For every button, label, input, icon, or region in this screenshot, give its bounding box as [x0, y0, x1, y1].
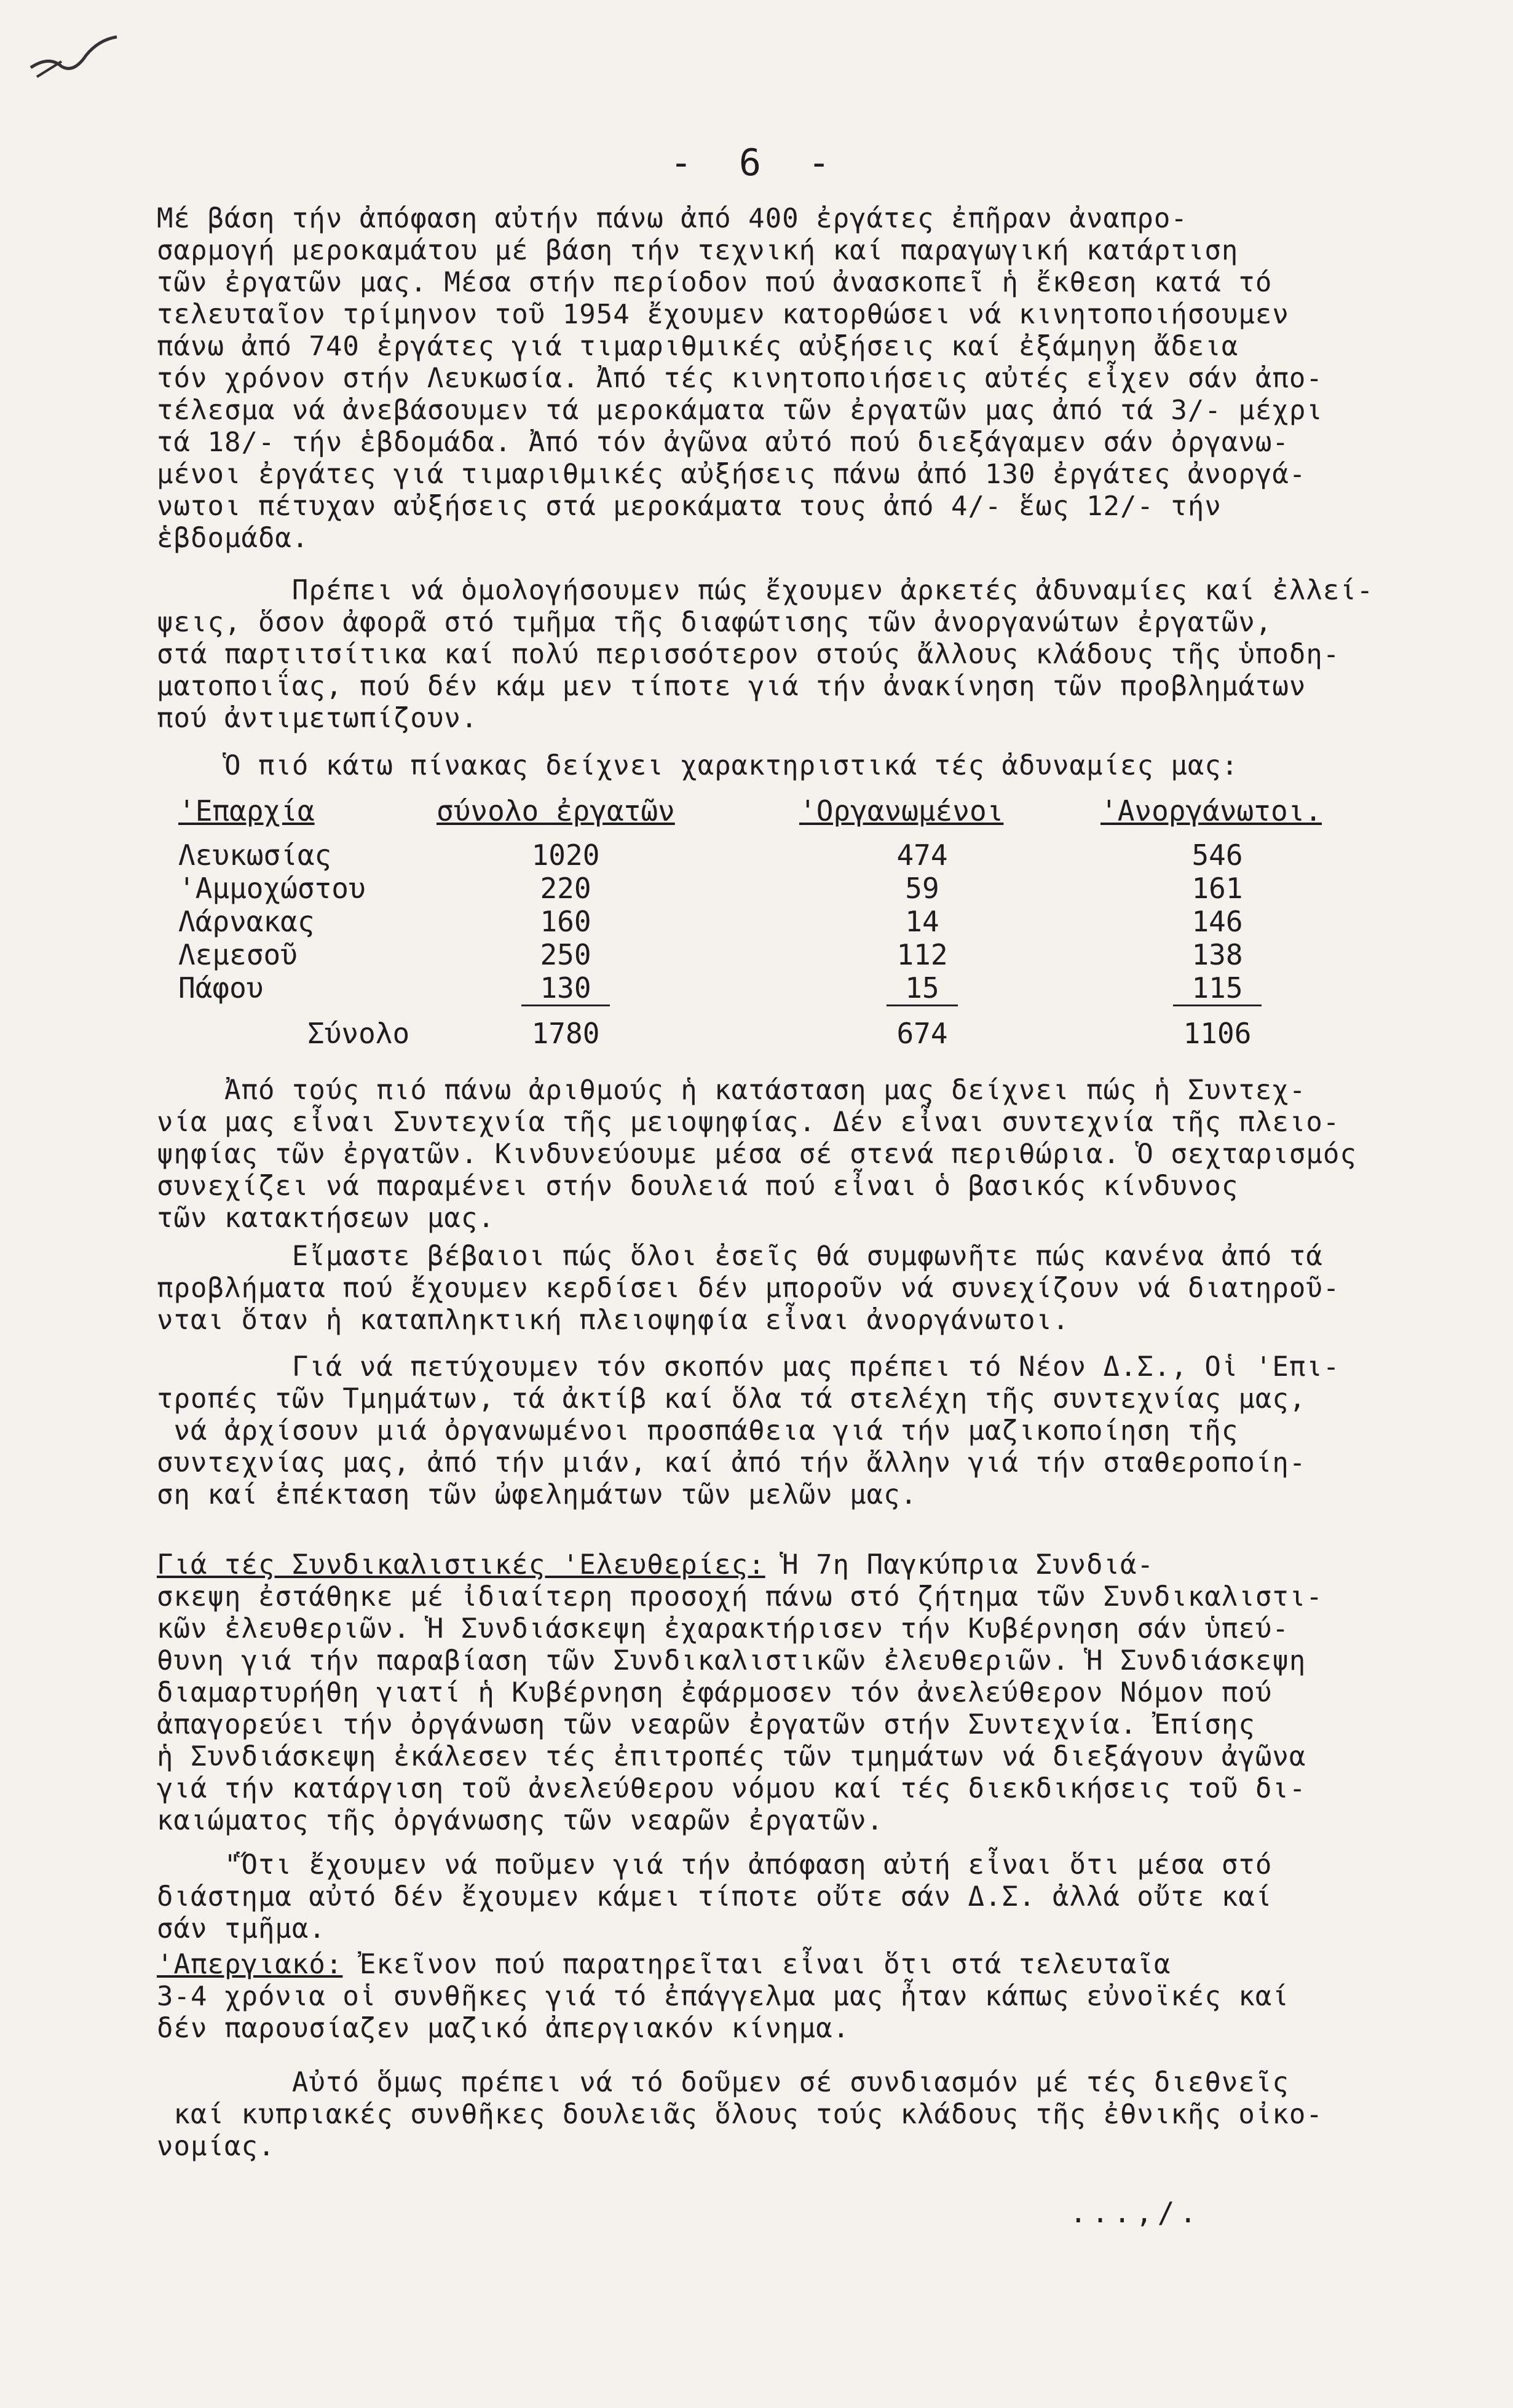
paragraph-1: Μέ βάση τήν ἀπόφαση αὐτήν πάνω ἀπό 400 ἐργάτες ἐπῆραν ἀναπρο- σαρμογή μεροκαμάτου μέ βάση τήν τεχνική καί παραγωγική κατάρτιση τῶν ἐργατῶν μας. Μέσα στήν περίοδον πού ἀνασκοπεῖ ἡ ἔκθεση κατά τό τελευταῖον τρίμηνον τοῦ 1954 ἔχουμεν κατορθώσει νά κινητοποιήσουμεν πάνω ἀπό 740 ἐργάτες γιά τιμαριθμικές αὐξήσεις καί ἐξάμηνη ἄδεια τόν χρόνον στήν Λευκωσία. Ἀπό τές κινητοποιήσεις αὐτές εἶχεν σάν ἀπο- τέλεσμα νά ἀνεβάσουμεν τά μεροκάματα τῶν ἐργατῶν μας ἀπό τά 3/- μέχρι τά 18/- τήν ἑβδομάδα. Ἀπό τόν ἀγῶνα αὐτό πού διεξάγαμεν σάν ὀργανω- μένοι ἐργάτες γιά τιμαριθμικές αὐξήσεις πάνω ἀπό 130 ἐργάτες ἀνοργά- νωτοι πέτυχαν αὐξήσεις στά μεροκάματα τους ἀπό 4/- ἕως 12/- τήν ἑβδομάδα.: [157, 203, 1323, 554]
organized-cell: [799, 971, 1045, 1006]
total-cell: 160: [540, 905, 591, 938]
table-row: [178, 872, 1359, 905]
total-cell-value: 130: [521, 971, 609, 1006]
district-cell: Λευκωσίας: [178, 839, 332, 872]
unorganized-cell-value: 115: [1173, 971, 1261, 1006]
district-cell: Πάφου: [178, 971, 264, 1005]
unorganized-cell: 161: [1191, 872, 1243, 905]
header-district: 'Επαρχία: [178, 794, 315, 827]
total-cell: [467, 971, 664, 1006]
district-cell: 'Αμμοχώστου: [178, 872, 366, 905]
table-row: [178, 839, 1359, 872]
total-cell: 220: [540, 872, 591, 905]
paragraph-2: Πρέπει νά ὁμολογήσουμεν πώς ἔχουμεν ἀρκετές ἀδυναμίες καί ἐλλεί- ψεις, ὅσον ἀφορᾶ στό τμῆμα τῆς διαφώτισης τῶν ἀνοργανώτων ἐργατῶν, στά παρτιτσίτικα καί πολύ περισσότερον στούς ἄλλους κλάδους τῆς ὑποδη- ματοποιΐας, πού δέν κάμ μεν τίποτε γιά τήν ἀνακίνηση τῶν προβλημάτων πού ἀντιμετωπίζουν.: [157, 575, 1374, 734]
table-totals-row: [178, 1017, 1359, 1050]
table-intro: Ὁ πιό κάτω πίνακας δείχνει χαρακτηριστικά τές ἀδυναμίες μας:: [157, 750, 1239, 781]
organized-cell: 112: [896, 938, 948, 971]
total-cell: 250: [540, 938, 591, 971]
organized-cell: 59: [905, 872, 939, 905]
paragraph-6-body: Ἡ 7η Παγκύπρια Συνδιά- σκεψη ἐστάθηκε μέ ἰδιαίτερη προσοχή πάνω στό ζήτημα τῶν Συνδικαλιστι- κῶν ἐλευθεριῶν. Ἡ Συνδιάσκεψη ἐχαρακτήρισεν τήν Κυβέρνηση σάν ὑπεύ- θυνη γιά τήν παραβίαση τῶν Συνδικαλιστικῶν ἐλευθεριῶν. Ἡ Συνδιάσκεψη διαμαρτυρήθη γιατί ἡ Κυβέρνηση ἐφάρμοσεν τόν ἀνελεύθερον Νόμον πού ἀπαγορεύει τήν ὀργάνωση τῶν νεαρῶν ἐργατῶν στήν Συντεχνία. Ἐπίσης ἡ Συνδιάσκεψη ἐκάλεσεν τές ἐπιτροπές τῶν τμημάτων νά διεξάγουν ἀγῶνα γιά τήν κατάργιση τοῦ ἀνελεύθερου νόμου καί τές διεκδικήσεις τοῦ δι- καιώματος τῆς ὀργάνωσης τῶν νεαρῶν ἐργατῶν.: [157, 1549, 1323, 1836]
district-cell: Λάρνακας: [178, 905, 315, 938]
totals-organized: 674: [896, 1017, 948, 1050]
paragraph-9: Αὐτό ὅμως πρέπει νά τό δοῦμεν σέ συνδιασμόν μέ τές διεθνεῖς καί κυπριακές συνθῆκες δουλειᾶς ὅλους τούς κλάδους τῆς ἐθνικῆς οἰκο- νομίας.: [157, 2067, 1323, 2162]
district-cell: Λεμεσοῦ: [178, 938, 298, 971]
total-cell: 1020: [531, 839, 600, 872]
header-total: σύνολο ἐργατῶν: [437, 794, 675, 827]
header-unorganized: 'Ανοργάνωτοι.: [1100, 794, 1322, 827]
table-row: [178, 971, 1359, 1005]
section-heading-union-freedoms: Γιά τές Συνδικαλιστικές 'Ελευθερίες:: [157, 1549, 765, 1581]
organized-cell: 14: [905, 905, 939, 938]
organized-cell-value: 15: [887, 971, 957, 1006]
section-heading-strike: 'Απεργιακό:: [157, 1949, 343, 1980]
paragraph-6: [157, 1549, 1454, 1837]
table-row: [178, 938, 1359, 971]
totals-total: 1780: [531, 1017, 600, 1050]
paragraph-4: Εἴμαστε βέβαιοι πώς ὅλοι ἐσεῖς θά συμφωνῆτε πώς κανένα ἀπό τά προβλήματα πού ἔχουμεν κερδίσει δέν μποροῦν νά συνεχίζουν νά διατηροῦ- νται ὅταν ἡ καταπληκτική πλειοψηφία εἶναι ἀνοργάνωτοι.: [157, 1241, 1340, 1336]
header-organized: 'Οργανωμένοι: [799, 794, 1004, 827]
paragraph-8: [157, 1949, 1454, 2045]
continuation-mark: ...,/.: [1070, 2196, 1202, 2229]
unorganized-cell: 546: [1191, 839, 1243, 872]
table-header-row: [178, 794, 1359, 839]
unorganized-cell: 138: [1191, 938, 1243, 971]
organized-cell: 474: [896, 839, 948, 872]
pen-scribble-mark: [25, 18, 123, 86]
totals-unorganized: 1106: [1183, 1017, 1252, 1050]
paragraph-5: Γιά νά πετύχουμεν τόν σκοπόν μας πρέπει τό Νέον Δ.Σ., Οἱ 'Επι- τροπές τῶν Τμημάτων, τά ἀκτίβ καί ὅλα τά στελέχη τῆς συντεχνίας μας, νά ἀρχίσουν μιά ὀργανωμένοι προσπάθεια γιά τήν μαζικοποίηση τῆς συντεχνίας μας, ἀπό τήν μιάν, καί ἀπό τήν ἄλλην γιά τήν σταθεροποίη- ση καί ἐπέκταση τῶν ὠφελημάτων τῶν μελῶν μας.: [157, 1351, 1340, 1510]
paragraph-8-body: Ἐκεῖνον πού παρατηρεῖται εἶναι ὅτι στά τελευταῖα 3-4 χρόνια οἱ συνθῆκες γιά τό ἐπάγγελμα μας ἦταν κάπως εὐνοϊκές καί δέν παρουσίαζεν μαζικό ἀπεργιακόν κίνημα.: [157, 1949, 1289, 2044]
totals-label: Σύνολο: [307, 1017, 410, 1050]
workers-table: [178, 794, 1359, 1050]
page-number: - 6 -: [670, 141, 843, 184]
table-row: [178, 905, 1359, 938]
paragraph-7: "Ὅτι ἔχουμεν νά ποῦμεν γιά τήν ἀπόφαση αὐτή εἶναι ὅτι μέσα στό διάστημα αὐτό δέν ἔχουμεν κάμει τίποτε οὔτε σάν Δ.Σ. ἀλλά οὔτε καί σάν τμῆμα.: [157, 1849, 1273, 1944]
unorganized-cell: 146: [1191, 905, 1243, 938]
paragraph-3: Ἀπό τούς πιό πάνω ἀριθμούς ἡ κατάσταση μας δείχνει πώς ἡ Συντεχ- νία μας εἶναι Συντεχνία τῆς μειοψηφίας. Δέν εἶναι συντεχνία τῆς πλειο- ψηφίας τῶν ἐργατῶν. Κινδυνεύουμε μέσα σέ στενά περιθώρια. Ὁ σεχταρισμός συνεχίζει νά παραμένει στήν δουλειά πού εἶναι ὁ βασικός κίνδυνος τῶν κατακτήσεων μας.: [157, 1075, 1357, 1234]
unorganized-cell: [1076, 971, 1359, 1006]
